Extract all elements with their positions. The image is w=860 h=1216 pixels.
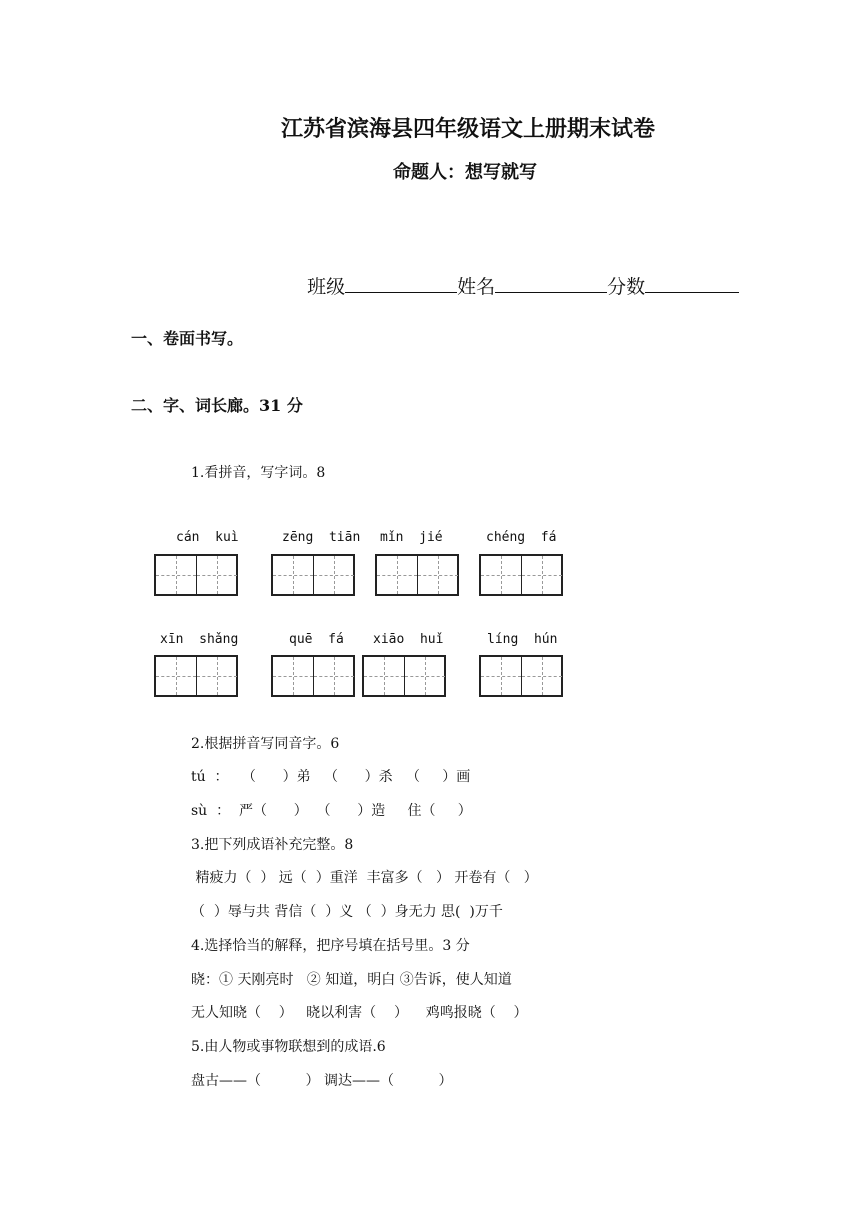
q3-heading: 3.把下列成语补充完整。8	[191, 837, 354, 853]
writing-grid-box[interactable]	[154, 554, 238, 596]
name-blank	[495, 272, 607, 293]
pinyin-label: xīn shǎng	[160, 632, 239, 647]
pinyin-label: quē fá	[289, 632, 344, 647]
writing-grid-box[interactable]	[271, 655, 355, 697]
writing-grid-box[interactable]	[154, 655, 238, 697]
q3-line-1: 精疲力（ ） 远（ ）重洋 丰富多（ ） 开卷有（ ）	[191, 870, 538, 886]
score-blank	[645, 272, 739, 293]
pinyin-label: mǐn jié	[380, 530, 443, 545]
q4-heading: 4.选择恰当的解释，把序号填在括号里。3 分	[191, 938, 470, 954]
section-1-heading: 一、卷面书写。	[131, 329, 244, 348]
exam-title: 江苏省滨海县四年级语文上册期末试卷	[280, 116, 655, 142]
q5-heading: 5.由人物或事物联想到的成语.6	[191, 1039, 386, 1055]
writing-grid-box[interactable]	[362, 655, 446, 697]
exam-author: 命题人：想写就写	[393, 162, 537, 183]
q3-line-2: （ ）辱与共 背信（ ）义 （ ）身无力 思( )万千	[191, 904, 503, 920]
q1-heading: 1.看拼音，写字词。8	[191, 465, 326, 481]
writing-grid-box[interactable]	[375, 554, 459, 596]
writing-grid-box[interactable]	[271, 554, 355, 596]
pinyin-label: zēng tiān	[282, 530, 361, 545]
q2-line-tu: tú ： （ ）弟 （ ）杀 （ ）画	[191, 769, 471, 785]
writing-grid-box[interactable]	[479, 554, 563, 596]
pinyin-label: cán kuì	[176, 530, 239, 545]
pinyin-label: chéng fá	[486, 530, 557, 545]
name-label: 姓名	[457, 276, 496, 298]
pinyin-label: líng hún	[487, 632, 558, 647]
class-label: 班级	[307, 276, 346, 298]
q4-items: 无人知晓（ ） 晓以利害（ ） 鸡鸣报晓（ ）	[191, 1005, 528, 1021]
writing-grid-box[interactable]	[479, 655, 563, 697]
class-blank	[345, 272, 457, 293]
q4-definitions: 晓：① 天刚亮时 ② 知道，明白 ③告诉，使人知道	[191, 972, 512, 988]
q2-heading: 2.根据拼音写同音字。6	[191, 736, 340, 752]
q5-line-1: 盘古——（ ） 调达——（ ）	[191, 1073, 453, 1089]
score-label: 分数	[607, 276, 646, 298]
student-info-line	[295, 250, 739, 299]
section-2-heading: 二、字、词长廊。31 分	[131, 396, 303, 415]
q2-line-su: sù ： 严（ ） （ ）造 住（ ）	[191, 803, 472, 819]
pinyin-label: xiāo huǐ	[373, 632, 444, 647]
